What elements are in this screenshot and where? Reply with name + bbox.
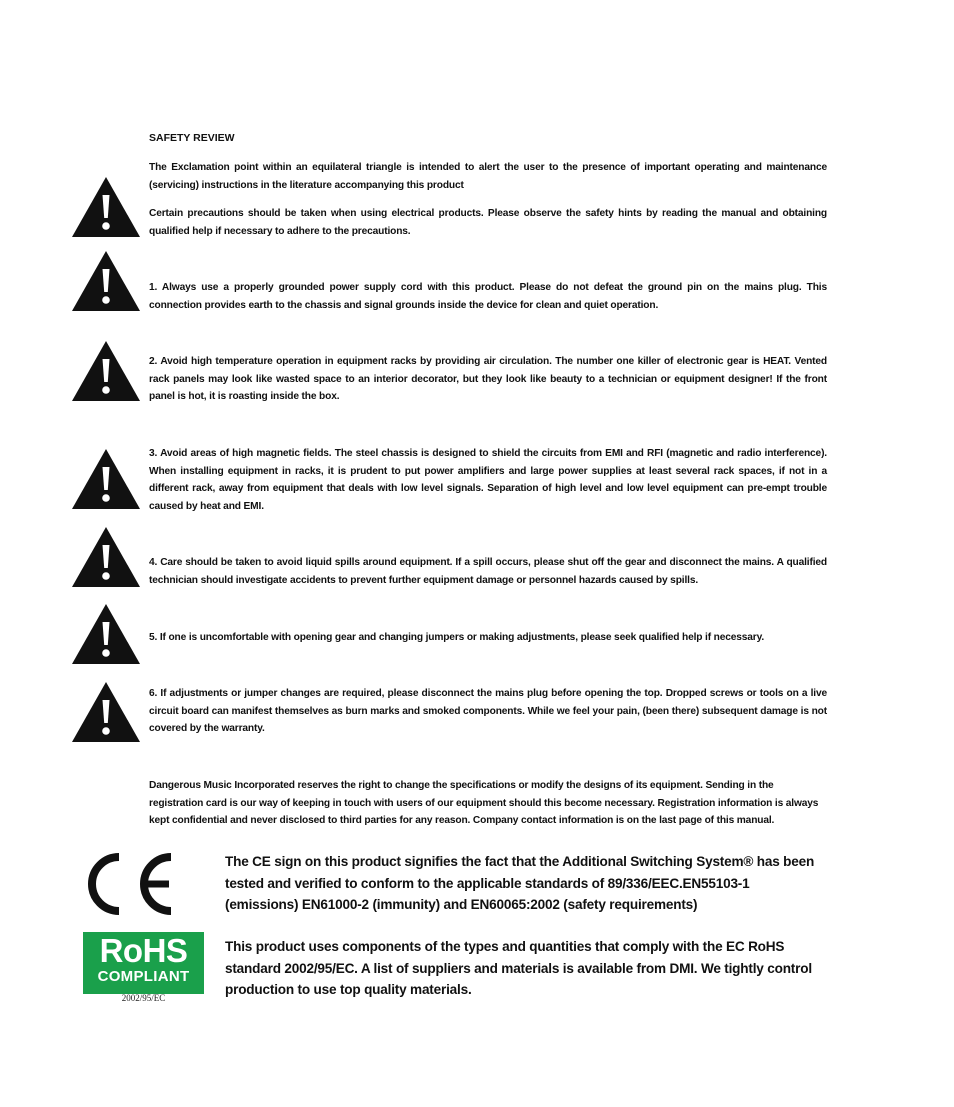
safety-item-6: 6. If adjustments or jumper changes are required, please disconnect the mains plug before opening the top. Dropped screws or tools on a live circuit board can manifest themselves as burn marks and smoked components. While we feel your pain, (been there) subsequent damage is not covered by the warranty. <box>149 688 827 735</box>
rohs-standard-label: 2002/95/EC <box>121 993 166 1003</box>
safety-item-4: 4. Care should be taken to avoid liquid spills around equipment. If a spill occurs, please shut off the gear and disconnect the mains. A qualified technician should investigate accidents to prevent further equipment damage or personnel hazards caused by spills. <box>149 557 827 586</box>
disclaimer-paragraph: Dangerous Music Incorporated reserves the right to change the specifications or modify the designs of its equipment. Sending in the registration card is our way of keeping in touch with users of our equipment should this become necessary. Registration information is always kept confidential and never disclosed to third parties for any reason. Company contact information is on the last page of this manual. <box>149 780 819 827</box>
safety-item-1: 1. Always use a properly grounded power supply cord with this product. Please do not defeat the ground pin on the mains plug. This connection provides earth to the chassis and signal grounds inside the device for clean and quiet operation. <box>149 282 827 311</box>
warning-triangle-icon <box>72 341 140 401</box>
ce-statement: The CE sign on this product signifies the fact that the Additional Switching System® has been tested and verified to conform to the applicable standards of 89/336/EEC.EN55103-1 (emissions) EN61000-2 (immunity) and EN60065:2002 (safety requirements) <box>225 854 815 912</box>
rohs-badge-subtitle: COMPLIANT <box>97 968 190 985</box>
rohs-badge <box>83 932 204 994</box>
warning-triangle-icon <box>72 449 140 509</box>
safety-item-5: 5. If one is uncomfortable with opening gear and changing jumpers or making adjustments, please seek qualified help if necessary. <box>149 632 765 643</box>
safety-item-2: 2. Avoid high temperature operation in equipment racks by providing air circulation. The number one killer of electronic gear is HEAT. Vented rack panels may look like wasted space to an interior decorator, but they look like beauty to a technician or equipment designer! If the front panel is hot, it is roasting inside the box. <box>149 356 827 403</box>
safety-item-3: 3. Avoid areas of high magnetic fields. The steel chassis is designed to shield the circuits from EMI and RFI (magnetic and radio interference). When installing equipment in racks, it is prudent to put power amplifiers and large power supplies at least several rack spaces, if not in a different rack, away from equipment that deals with low level signals. Separation of high level and low level equipment can pre-empt trouble caused by heat and EMI. <box>149 448 827 512</box>
intro-paragraph-2: Certain precautions should be taken when using electrical products. Please observe the safety hints by reading the manual and obtaining qualified help if necessary to adhere to the precautions. <box>149 208 827 237</box>
intro-paragraph-1: The Exclamation point within an equilateral triangle is intended to alert the user to the presence of important operating and maintenance (servicing) instructions in the literature accompanying this product <box>149 162 827 191</box>
warning-triangle-icon <box>72 604 140 664</box>
rohs-badge-title: RoHS <box>99 932 188 969</box>
warning-triangle-icon <box>72 527 140 587</box>
warning-triangle-icon <box>72 177 140 237</box>
rohs-statement: This product uses components of the types and quantities that comply with the EC RoHS standard 2002/95/EC. A list of suppliers and materials is available from DMI. We tightly control production to use top quality materials. <box>225 939 812 997</box>
page-title: SAFETY REVIEW <box>149 132 235 144</box>
ce-mark-icon <box>85 851 177 917</box>
warning-triangle-icon <box>72 251 140 311</box>
warning-triangle-icon <box>72 682 140 742</box>
